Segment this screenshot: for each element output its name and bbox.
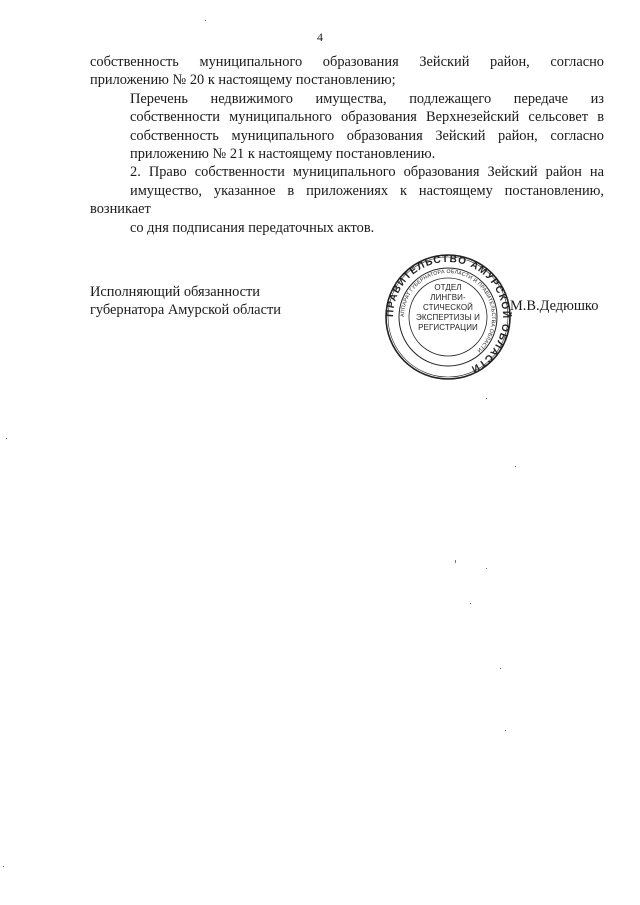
position-line: Исполняющий обязанности (90, 284, 261, 300)
text-line: 2. Право собственности муниципального образования Зейский район на (130, 164, 604, 181)
scan-speck (515, 466, 516, 467)
document-body (90, 53, 604, 237)
page-number: 4 (317, 30, 323, 44)
scan-speck (470, 603, 471, 604)
signatory-name: М.В.Дедюшко (510, 298, 599, 314)
signatory-position (90, 283, 281, 320)
scan-speck (455, 560, 456, 563)
text-line: приложению № 20 к настоящему постановлению; (90, 72, 396, 89)
text-line: Перечень недвижимого имущества, подлежащего передаче из (130, 90, 604, 107)
text-line: имущество, указанное в приложениях к настоящему постановлению, возникает (90, 182, 604, 218)
scan-speck (3, 866, 4, 867)
stamp-center-text (408, 283, 488, 333)
position-line: губернатора Амурской области (90, 302, 281, 319)
scan-speck (505, 730, 506, 731)
stamp-line: ОТДЕЛ (434, 283, 462, 292)
paragraph-1 (90, 53, 604, 90)
scan-speck (486, 398, 487, 399)
paragraph-3 (90, 163, 604, 237)
text-line: собственность муниципального образования Зейский район, согласно (130, 127, 604, 144)
svg-text:ПРАВИТЕЛЬСТВО АМУРСКОЙ ОБЛАСТИ: ПРАВИТЕЛЬСТВО АМУРСКОЙ ОБЛАСТИ (384, 253, 512, 375)
text-line: собственность муниципального образования Зейский район, согласно (90, 54, 604, 70)
scan-speck (486, 568, 487, 569)
text-line: со дня подписания передаточных актов. (130, 219, 375, 236)
stamp-line: РЕГИСТРАЦИИ (418, 323, 478, 332)
scan-speck (6, 438, 7, 439)
official-stamp (384, 253, 512, 381)
svg-text:АППАРАТ ГУБЕРНАТОРА ОБЛАСТИ И: АППАРАТ ГУБЕРНАТОРА ОБЛАСТИ И ПРАВИТЕЛЬСТВА ОБЛАСТИ (399, 268, 497, 354)
stamp-line: ЭКСПЕРТИЗЫ И (416, 313, 480, 322)
scan-speck (205, 20, 206, 21)
scan-speck (500, 668, 501, 669)
stamp-line: СТИЧЕСКОЙ (422, 303, 474, 312)
stamp-line: ЛИНГВИ- (430, 293, 466, 302)
text-line: приложению № 21 к настоящему постановлению. (130, 146, 436, 163)
paragraph-2 (90, 90, 604, 164)
text-line: собственности муниципального образования Верхнезейский сельсовет в (130, 109, 604, 126)
